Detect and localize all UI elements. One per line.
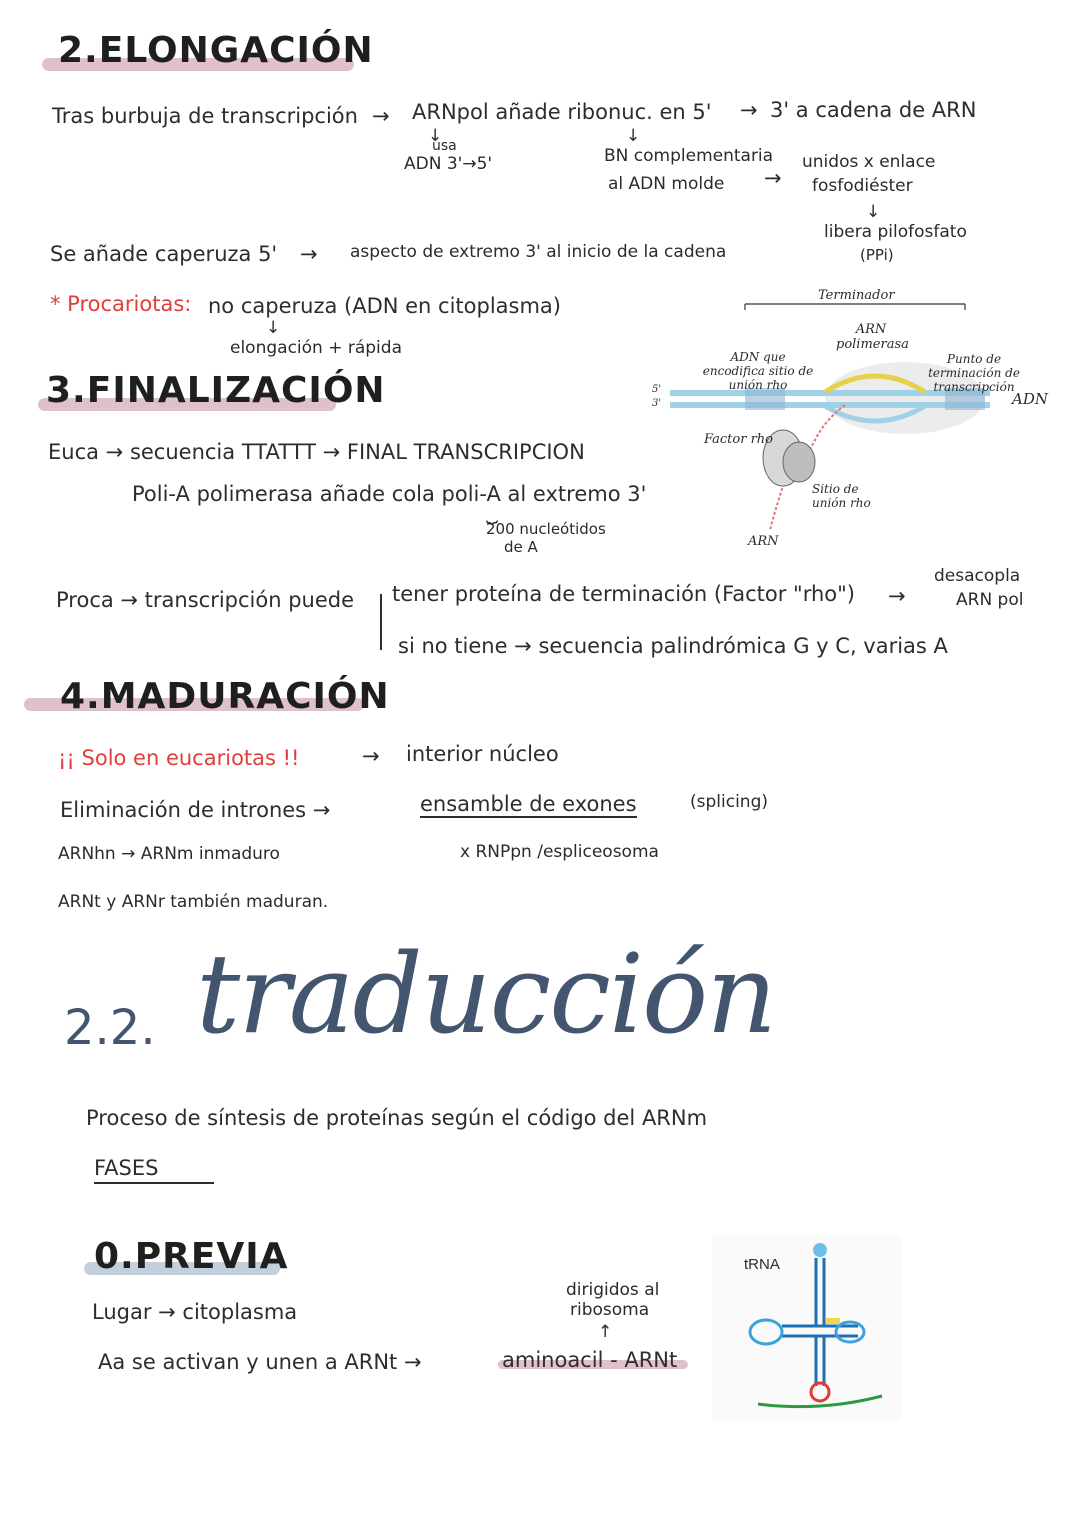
text-line: Tras burbuja de transcripción <box>52 104 358 128</box>
label-terminador: Terminador <box>818 288 895 303</box>
label-five: 5' <box>652 384 662 395</box>
text-fases: FASES <box>94 1156 214 1184</box>
text-libera: libera pilofosfato <box>824 222 967 242</box>
text-arnhn: ARNhn → ARNm inmaduro <box>58 844 280 864</box>
text-arnt: ARNt y ARNr también maduran. <box>58 892 329 912</box>
arrow-down: ↓ <box>428 126 443 146</box>
text-desacopla: ARN pol <box>956 590 1024 610</box>
arrow-down: ↓ <box>266 318 281 338</box>
text-rnp: x RNPpn /espliceosoma <box>460 842 659 862</box>
text-interior: interior núcleo <box>406 742 559 766</box>
brace: ⏟ <box>486 500 498 524</box>
text-eliminacion: Eliminación de intrones → <box>60 798 331 822</box>
label-three: 3' <box>652 398 662 409</box>
text-procariotas: * Procariotas: <box>50 292 192 316</box>
arrow-up: ↑ <box>598 1322 613 1342</box>
section-title-traduccion: traducción <box>196 930 776 1058</box>
trna-figure <box>712 1236 902 1420</box>
label-arn: ARN <box>748 534 779 549</box>
section-number: 2.2. <box>64 1000 156 1056</box>
text-adn-dir: ADN 3'→5' <box>404 154 493 174</box>
label-factor-rho: Factor rho <box>704 432 773 447</box>
text-nucleotidos: de A <box>504 538 538 556</box>
trna-shape <box>712 1236 902 1420</box>
text-proceso: Proceso de síntesis de proteínas según el código del ARNm <box>86 1106 708 1130</box>
arrow: → <box>372 104 390 128</box>
heading-finalizacion: 3.FINALIZACIÓN <box>46 370 386 411</box>
text-dirigidos: dirigidos al <box>566 1280 660 1300</box>
label-punto: Punto de terminación de transcripción <box>928 352 1020 394</box>
text-nucleotidos: 200 nucleótidos <box>486 520 606 538</box>
text-dirigidos: ribosoma <box>570 1300 650 1320</box>
arrow-down: ↓ <box>626 126 641 146</box>
heading-elongacion: 2.ELONGACIÓN <box>58 30 374 71</box>
label-sitio: Sitio de unión rho <box>812 482 871 510</box>
text-ensamble: ensamble de exones <box>420 792 637 816</box>
text-proca: Proca → transcripción puede <box>56 588 355 612</box>
arrow: → <box>764 166 782 190</box>
text-splicing: (splicing) <box>690 792 768 812</box>
text-line: 3' a cadena de ARN <box>770 98 977 122</box>
label-adn-codifica: ADN que encodifica sitio de unión rho <box>702 350 814 392</box>
text-bn: BN complementaria <box>604 146 774 166</box>
heading-previa: 0.PREVIA <box>94 1236 289 1277</box>
arrow: → <box>362 744 380 768</box>
text-no-tiene: si no tiene → secuencia palindrómica G y C, varias A <box>398 634 948 658</box>
label-adn: ADN <box>1012 390 1048 408</box>
text-libera: (PPi) <box>860 246 894 264</box>
label-trna: tRNA <box>744 1256 780 1273</box>
text-unidos: unidos x enlace <box>802 152 936 172</box>
bracket <box>380 594 392 650</box>
arrow: → <box>740 98 758 122</box>
text-polia: Poli-A polimerasa añade cola poli-A al extremo 3' <box>132 482 647 506</box>
arrow: → <box>888 584 906 608</box>
text-caperuza: aspecto de extremo 3' al inicio de la cadena <box>350 242 727 262</box>
text-caperuza: Se añade caperuza 5' <box>50 242 278 266</box>
text-usa: usa <box>432 138 457 154</box>
text-aa: Aa se activan y unen a ARNt → <box>98 1350 422 1374</box>
arrow-down: ↓ <box>866 202 881 222</box>
text-aminoacil: aminoacil - ARNt <box>502 1348 678 1372</box>
text-lugar: Lugar → citoplasma <box>92 1300 298 1324</box>
text-desacopla: desacopla <box>934 566 1021 586</box>
text-procariotas-desc: no caperuza (ADN en citoplasma) <box>208 294 561 318</box>
text-line: ARNpol añade ribonuc. en 5' <box>412 100 712 124</box>
text-bn: al ADN molde <box>608 174 725 194</box>
arrow: → <box>300 242 318 266</box>
text-solo-eucariotas: ¡¡ Solo en eucariotas !! <box>58 746 300 770</box>
text-euca: Euca → secuencia TTATTT → FINAL TRANSCRIPCION <box>48 440 585 464</box>
text-elongacion-rapida: elongación + rápida <box>230 338 402 358</box>
text-tener: tener proteína de terminación (Factor "rho") <box>392 582 855 606</box>
label-arn-polimerasa: ARN polimerasa <box>836 322 909 352</box>
text-unidos: fosfodiéster <box>812 176 913 196</box>
heading-maduracion: 4.MADURACIÓN <box>60 676 390 717</box>
